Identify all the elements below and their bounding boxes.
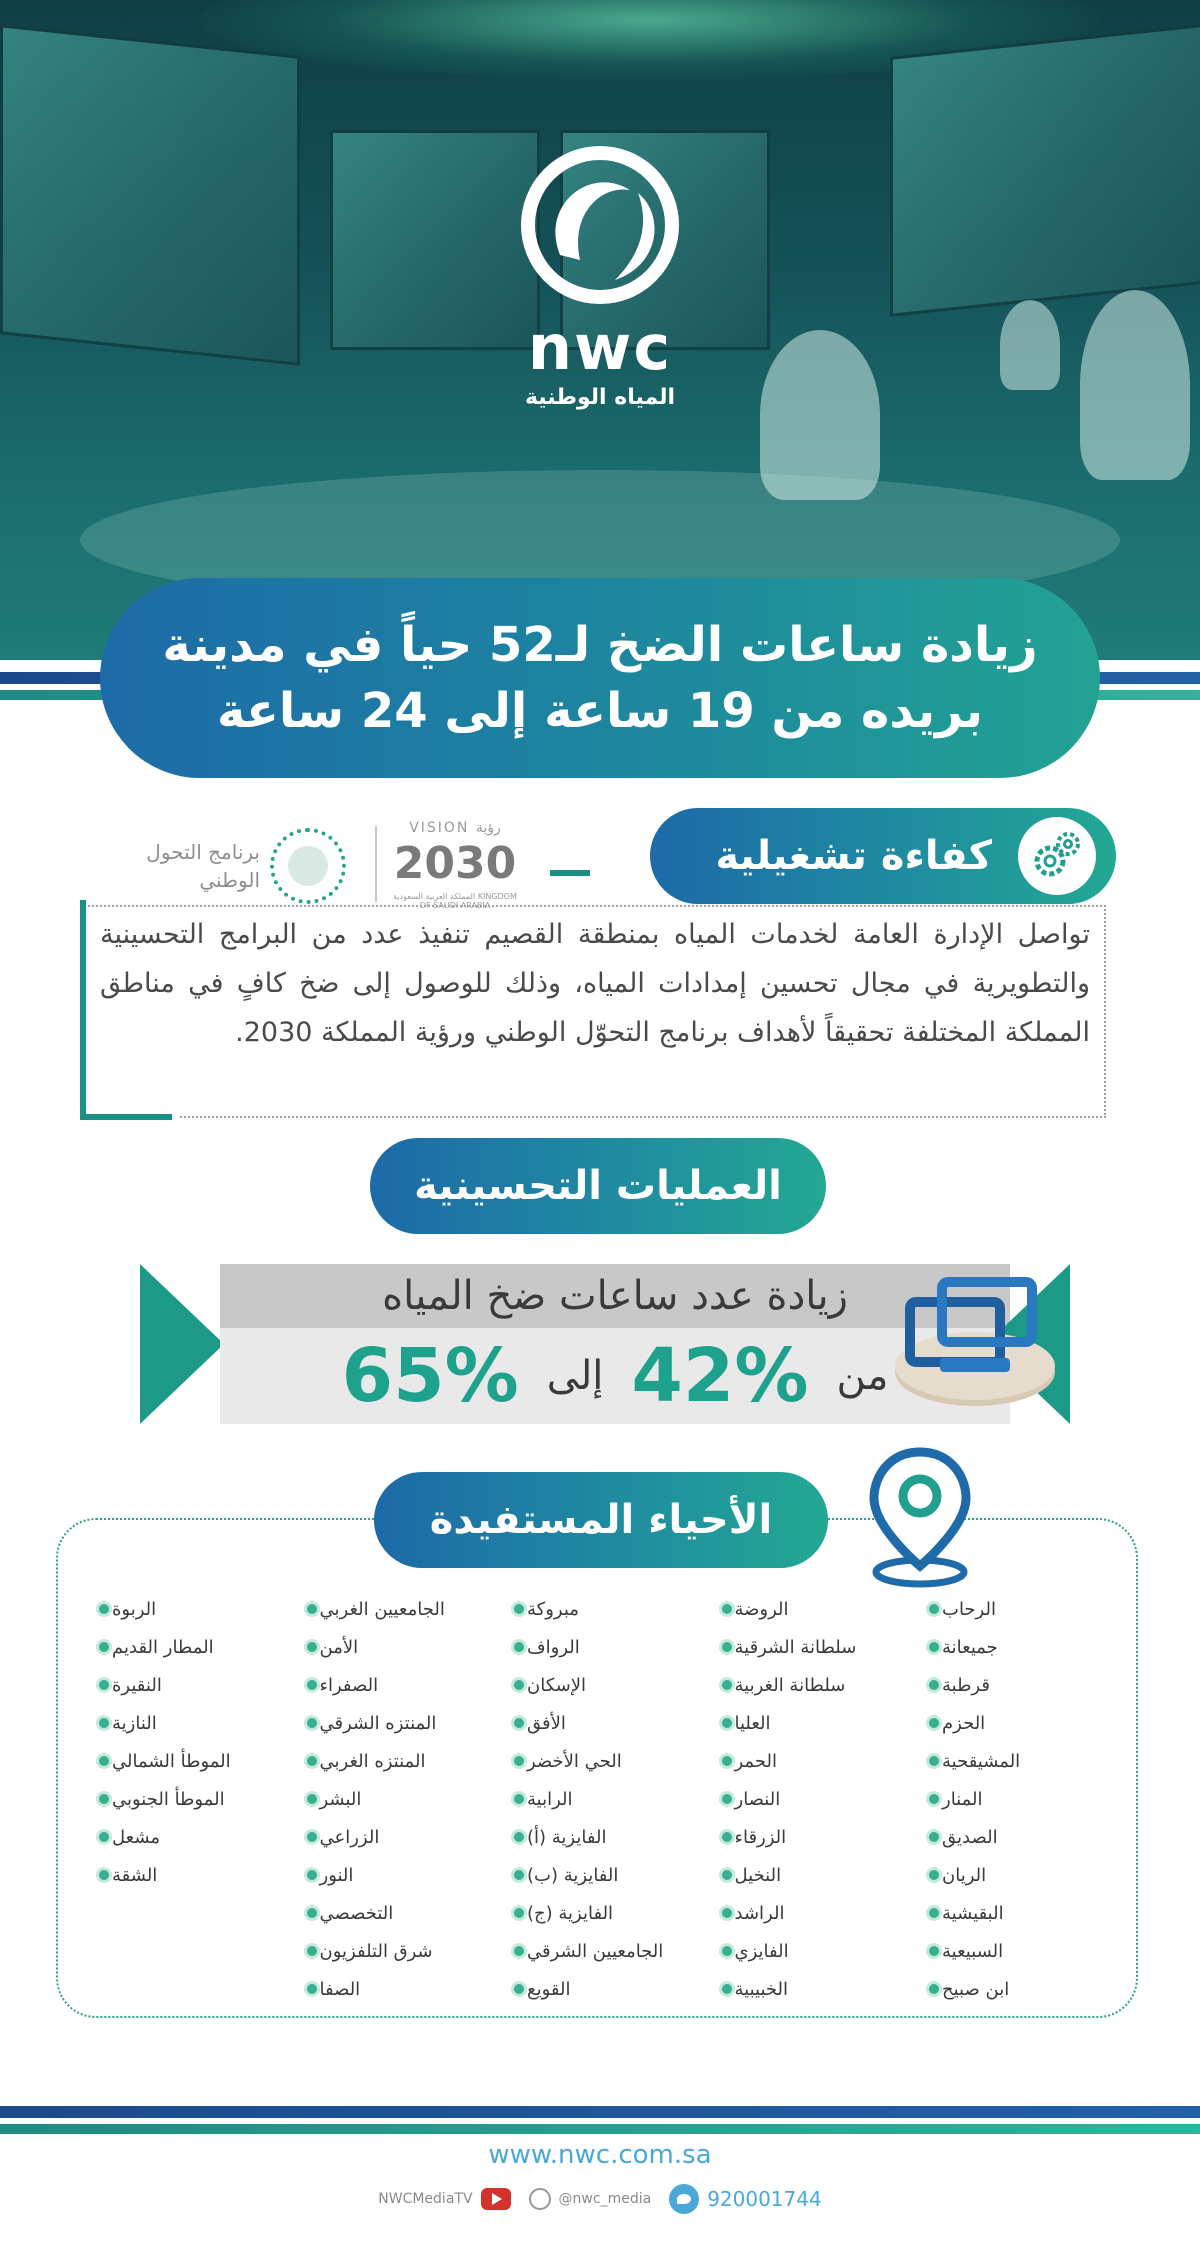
neighborhood-name: الحمر xyxy=(734,1750,777,1772)
list-item xyxy=(926,1856,1106,1894)
neighborhood-name: الربوة xyxy=(112,1598,157,1620)
ntp-name-line-1: برنامج التحول xyxy=(146,840,260,864)
bullet-dot-icon xyxy=(511,1791,527,1807)
stat-to-value: 65% xyxy=(341,1333,519,1419)
youtube-link[interactable] xyxy=(378,2188,510,2210)
list-item xyxy=(926,1932,1106,1970)
neighborhood-name: الفايزي xyxy=(734,1940,789,1962)
list-item xyxy=(304,1590,484,1628)
neighborhood-name: المطار القديم xyxy=(112,1636,214,1658)
bullet-dot-icon xyxy=(926,1905,942,1921)
list-item xyxy=(926,1780,1106,1818)
list-item xyxy=(304,1932,484,1970)
nwc-logo xyxy=(500,145,700,435)
neighborhood-name: المنتزه الغربي xyxy=(319,1750,426,1772)
list-item xyxy=(926,1970,1106,2008)
list-item xyxy=(511,1970,691,2008)
phone-number: 920001744 xyxy=(707,2187,822,2211)
operator-figure xyxy=(1080,290,1190,480)
neighborhood-name: الأمن xyxy=(319,1636,359,1658)
neighborhood-name: النازية xyxy=(112,1712,157,1734)
neighborhood-name: الموطأ الجنوبي xyxy=(112,1788,225,1810)
bullet-dot-icon xyxy=(926,1981,942,1997)
website-link[interactable]: www.nwc.com.sa xyxy=(488,2140,712,2170)
neighborhood-name: المنتزه الشرقي xyxy=(319,1712,437,1734)
neighborhood-name: الريان xyxy=(942,1864,987,1886)
neighborhood-name: الفايزية (ب) xyxy=(527,1864,619,1886)
list-item xyxy=(926,1894,1106,1932)
operations-heading: العمليات التحسينية xyxy=(370,1138,826,1234)
nwc-logo-mark-icon xyxy=(520,145,680,305)
neighborhood-name: الجامعيين الشرقي xyxy=(527,1940,664,1962)
neighborhood-name: البشر xyxy=(319,1788,362,1810)
list-item xyxy=(719,1894,899,1932)
bullet-dot-icon xyxy=(304,1639,320,1655)
neighborhood-name: النصار xyxy=(734,1788,781,1810)
list-item xyxy=(511,1818,691,1856)
neighborhood-name: قرطبة xyxy=(942,1674,990,1696)
neighborhood-name: الرحاب xyxy=(942,1598,996,1620)
neighborhood-name: النقيرة xyxy=(112,1674,162,1696)
bullet-dot-icon xyxy=(511,1829,527,1845)
location-pin-icon xyxy=(860,1440,980,1590)
neighborhood-name: الرابية xyxy=(527,1788,573,1810)
list-item xyxy=(511,1856,691,1894)
list-item xyxy=(304,1704,484,1742)
neighborhood-name: الحزم xyxy=(942,1712,986,1734)
stat-to-word: إلى xyxy=(546,1353,604,1399)
bullet-dot-icon xyxy=(926,1829,942,1845)
neighborhood-name: الأفق xyxy=(527,1712,566,1734)
bullet-dot-icon xyxy=(96,1639,112,1655)
neighborhood-name: الجامعيين الغربي xyxy=(319,1598,445,1620)
neighborhood-column xyxy=(511,1590,691,2030)
gears-icon xyxy=(1018,817,1096,895)
bullet-dot-icon xyxy=(511,1639,527,1655)
list-item xyxy=(511,1704,691,1742)
list-item xyxy=(719,1628,899,1666)
vision-year: 2030 xyxy=(393,838,517,889)
neighborhood-name: الصديق xyxy=(942,1826,998,1848)
bullet-dot-icon xyxy=(719,1943,735,1959)
bullet-dot-icon xyxy=(719,1601,735,1617)
neighborhood-name: ابن صبيح xyxy=(942,1978,1010,2000)
neighborhood-column xyxy=(926,1590,1106,2030)
bullet-dot-icon xyxy=(511,1981,527,1997)
list-item xyxy=(926,1742,1106,1780)
footer-stripe xyxy=(0,2106,1200,2118)
bullet-dot-icon xyxy=(96,1601,112,1617)
list-item xyxy=(304,1856,484,1894)
list-item xyxy=(719,1704,899,1742)
logo-wordmark: nwc xyxy=(527,311,673,384)
list-item xyxy=(926,1628,1106,1666)
instagram-icon xyxy=(529,2188,551,2210)
arrow-left-shape xyxy=(140,1264,224,1424)
bullet-dot-icon xyxy=(719,1905,735,1921)
bullet-dot-icon xyxy=(96,1715,112,1731)
neighborhood-name: مشعل xyxy=(112,1826,161,1848)
neighborhood-name: الخبيبية xyxy=(734,1978,788,2000)
control-room-screen xyxy=(890,23,1200,317)
neighborhood-column xyxy=(304,1590,484,2030)
bullet-dot-icon xyxy=(304,1981,320,1997)
twitter-link[interactable] xyxy=(669,2184,822,2214)
bullet-dot-icon xyxy=(719,1791,735,1807)
list-item xyxy=(511,1780,691,1818)
list-item xyxy=(926,1818,1106,1856)
efficiency-corner-accent xyxy=(80,900,86,1120)
social-links xyxy=(0,2184,1200,2214)
bullet-dot-icon xyxy=(926,1677,942,1693)
headline-banner xyxy=(100,578,1100,778)
list-item xyxy=(304,1894,484,1932)
bullet-dot-icon xyxy=(96,1829,112,1845)
neighborhood-name: الصفراء xyxy=(319,1674,379,1696)
list-item xyxy=(96,1590,276,1628)
neighborhood-name: الزراعي xyxy=(319,1826,380,1848)
neighborhood-name: التخصصي xyxy=(319,1902,394,1924)
bullet-dot-icon xyxy=(304,1677,320,1693)
neighborhoods-heading: الأحياء المستفيدة xyxy=(374,1472,828,1568)
neighborhood-name: الموطأ الشمالي xyxy=(112,1750,231,1772)
list-item xyxy=(96,1780,276,1818)
list-item xyxy=(719,1590,899,1628)
list-item xyxy=(719,1932,899,1970)
bullet-dot-icon xyxy=(96,1867,112,1883)
bullet-dot-icon xyxy=(926,1867,942,1883)
bullet-dot-icon xyxy=(304,1791,320,1807)
list-item xyxy=(511,1628,691,1666)
efficiency-label: كفاءة تشغيلية xyxy=(715,833,992,879)
list-item xyxy=(511,1932,691,1970)
list-item xyxy=(304,1628,484,1666)
neighborhood-name: النخيل xyxy=(734,1864,782,1886)
neighborhood-name: المنار xyxy=(942,1788,983,1810)
list-item xyxy=(719,1856,899,1894)
neighborhood-name: سلطانة الشرقية xyxy=(734,1636,857,1658)
footer-stripe xyxy=(0,2124,1200,2134)
neighborhood-name: الروضة xyxy=(734,1598,789,1620)
partner-logos xyxy=(120,820,530,910)
list-item xyxy=(96,1818,276,1856)
bullet-dot-icon xyxy=(511,1867,527,1883)
bullet-dot-icon xyxy=(926,1601,942,1617)
list-item xyxy=(926,1666,1106,1704)
neighborhood-name: شرق التلفزيون xyxy=(319,1940,433,1962)
saudi-emblem-icon xyxy=(288,846,328,886)
list-item xyxy=(96,1666,276,1704)
list-item xyxy=(926,1590,1106,1628)
list-item xyxy=(926,1704,1106,1742)
bullet-dot-icon xyxy=(926,1715,942,1731)
neighborhood-column xyxy=(719,1590,899,2030)
operator-figure xyxy=(760,330,880,500)
list-item xyxy=(719,1742,899,1780)
neighborhood-name: مبروكة xyxy=(527,1598,579,1620)
neighborhood-name: الزرقاء xyxy=(734,1826,787,1848)
neighborhood-name: سلطانة الغربية xyxy=(734,1674,846,1696)
neighborhood-column xyxy=(96,1590,276,2030)
bullet-dot-icon xyxy=(719,1981,735,1997)
bullet-dot-icon xyxy=(511,1677,527,1693)
list-item xyxy=(96,1704,276,1742)
bullet-dot-icon xyxy=(719,1677,735,1693)
list-item xyxy=(511,1742,691,1780)
neighborhood-name: الشقة xyxy=(112,1864,158,1886)
list-item xyxy=(719,1666,899,1704)
neighborhood-name: الصفا xyxy=(319,1978,361,2000)
stat-title: زيادة عدد ساعات ضخ المياه xyxy=(220,1264,1010,1328)
bullet-dot-icon xyxy=(926,1791,942,1807)
instagram-link[interactable] xyxy=(529,2188,652,2210)
list-item xyxy=(304,1742,484,1780)
national-transformation-logo xyxy=(120,828,370,908)
bullet-dot-icon xyxy=(304,1753,320,1769)
neighborhood-list xyxy=(96,1590,1106,2030)
neighborhood-name: النور xyxy=(319,1864,354,1886)
bullet-dot-icon xyxy=(926,1639,942,1655)
neighborhood-name: الحي الأخضر xyxy=(527,1750,622,1772)
neighborhood-name: الراشد xyxy=(734,1902,785,1924)
bullet-dot-icon xyxy=(304,1715,320,1731)
neighborhood-name: الإسكان xyxy=(527,1674,586,1696)
neighborhood-name: جميعانة xyxy=(942,1636,998,1658)
bullet-dot-icon xyxy=(926,1943,942,1959)
bullet-dot-icon xyxy=(304,1829,320,1845)
control-room-screen xyxy=(0,24,300,366)
bullet-dot-icon xyxy=(511,1715,527,1731)
headline-line-2: بريده من 19 ساعة إلى 24 ساعة xyxy=(216,683,984,739)
list-item xyxy=(719,1780,899,1818)
bullet-dot-icon xyxy=(719,1753,735,1769)
operator-figure xyxy=(1000,300,1060,390)
list-item xyxy=(96,1856,276,1894)
bullet-dot-icon xyxy=(511,1753,527,1769)
twitter-icon xyxy=(669,2184,699,2214)
bullet-dot-icon xyxy=(511,1905,527,1921)
list-item xyxy=(511,1666,691,1704)
list-item xyxy=(511,1894,691,1932)
ntp-name-line-2: الوطني xyxy=(199,868,260,892)
list-item xyxy=(719,1970,899,2008)
list-item xyxy=(96,1742,276,1780)
vision-small-text: المملكة العربية السعودية KINGDOM OF SAUDI ARABIA xyxy=(393,892,517,910)
bullet-dot-icon xyxy=(719,1715,735,1731)
neighborhood-name: البقيشية xyxy=(942,1902,1004,1924)
bullet-dot-icon xyxy=(304,1867,320,1883)
gears-icon-svg xyxy=(1028,827,1086,885)
instagram-handle: @nwc_media xyxy=(558,2191,652,2207)
neighborhood-name: الفايزية (ج) xyxy=(527,1902,614,1924)
youtube-icon xyxy=(481,2188,511,2210)
neighborhood-name: العليا xyxy=(734,1712,771,1734)
list-item xyxy=(719,1818,899,1856)
bullet-dot-icon xyxy=(304,1943,320,1959)
bullet-dot-icon xyxy=(304,1905,320,1921)
efficiency-frame-bottom xyxy=(180,1116,1106,1118)
logo-separator xyxy=(375,826,377,902)
list-item xyxy=(304,1970,484,2008)
bullet-dot-icon xyxy=(511,1943,527,1959)
bullet-dot-icon xyxy=(926,1753,942,1769)
headline-line-1: زيادة ساعات الضخ لـ52 حياً في مدينة xyxy=(162,617,1038,673)
bullet-dot-icon xyxy=(96,1791,112,1807)
bullet-dot-icon xyxy=(719,1829,735,1845)
neighborhood-name: السبيعية xyxy=(942,1940,1004,1962)
accent-dash xyxy=(550,870,590,876)
neighborhood-name: الفايزية (أ) xyxy=(527,1826,607,1848)
list-item xyxy=(304,1818,484,1856)
list-item xyxy=(96,1628,276,1666)
stat-from-word: من xyxy=(836,1353,889,1399)
neighborhood-name: المشيقحية xyxy=(942,1750,1021,1772)
logo-subtitle: المياه الوطنية xyxy=(524,385,676,410)
bullet-dot-icon xyxy=(96,1753,112,1769)
valve-icon xyxy=(880,1262,1060,1412)
bullet-dot-icon xyxy=(304,1601,320,1617)
bullet-dot-icon xyxy=(719,1639,735,1655)
youtube-handle: NWCMediaTV xyxy=(378,2191,473,2207)
stat-from-value: 42% xyxy=(631,1333,809,1419)
vision-label: VISION رؤية xyxy=(409,820,501,836)
list-item xyxy=(304,1666,484,1704)
bullet-dot-icon xyxy=(719,1867,735,1883)
vision-2030-logo xyxy=(390,820,530,910)
neighborhood-name: الرواف xyxy=(527,1636,580,1658)
efficiency-body: تواصل الإدارة العامة لخدمات المياه بمنطقة القصيم تنفيذ عدد من البرامج التحسينية والتطويرية في مجال تحسين إمدادات المياه، وذلك للوصول إلى ضخ كافٍ في مناطق المملكة المختلفة تحقيقاً لأهداف برنامج التحوّل الوطني ورؤية المملكة 2030. xyxy=(100,919,1090,1048)
list-item xyxy=(304,1780,484,1818)
neighborhood-name: القويع xyxy=(527,1978,571,2000)
hero-photo xyxy=(0,0,1200,660)
bullet-dot-icon xyxy=(96,1677,112,1693)
bullet-dot-icon xyxy=(511,1601,527,1617)
list-item xyxy=(511,1590,691,1628)
efficiency-heading xyxy=(650,808,1116,904)
